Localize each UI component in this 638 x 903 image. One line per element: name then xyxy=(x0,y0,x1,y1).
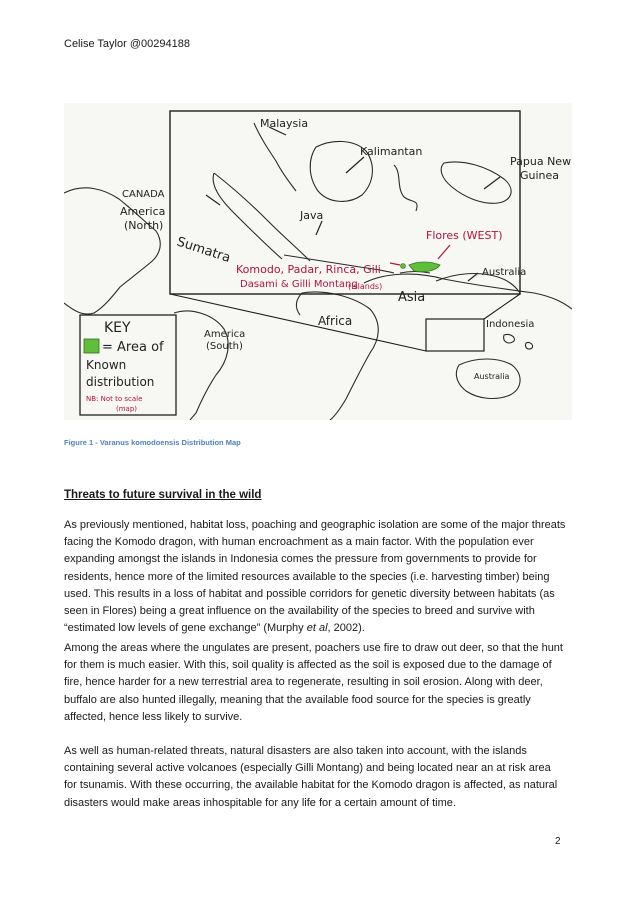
label-asia: Asia xyxy=(398,290,426,305)
label-australia-inset: Australia xyxy=(482,267,527,278)
paragraph-3: As well as human-related threats, natural disasters are also taken into account, with the islands containing several active volcanoes (especially Gilli Montang) and being located near an at risk area for tsunamis. With these occurring, the available habitat for the Komodo dragon is affected, as natural disasters would make areas inhospitable for any life for a certain amount of time. xyxy=(64,745,558,809)
key-line2: Known xyxy=(86,358,127,372)
key-note-line2: (map) xyxy=(116,405,138,413)
page-header-author: Celise Taylor @00294188 xyxy=(64,38,190,50)
key-swatch xyxy=(84,339,99,353)
paragraph-2: Among the areas where the ungulates are present, poachers use fire to draw out deer, so that the hunt for them is much easier. With this, soil quality is affected as the soil is exposed due to the damage of fire, hence harder for a new terrestrial area to regenerate, resulting in soil erosion. Along with deer, buffalo are also hunted illegally, meaning that the available food source for the species is greatly affected, hence less likely to survive. xyxy=(64,642,563,723)
label-australia-world: Australia xyxy=(474,372,510,381)
map-key xyxy=(80,315,176,415)
label-sumatra: Sumatra xyxy=(174,234,233,266)
label-komodo-line2: Dasami & Gilli Montang xyxy=(240,279,358,290)
label-canada: CANADA xyxy=(122,189,165,200)
figure-caption: Figure 1 - Varanus komodoensis Distribution Map xyxy=(64,438,241,447)
paragraph-1-text: As previously mentioned, habitat loss, poaching and geographic isolation are some of the major threats facing the Komodo dragon, with human encroachment as a main factor. With the population ever expanding amongst the islands in Indonesia comes the pressure from governments to provide for residents, hence more of the limited resources available to the species (i.e. harvesting timber) being used. This results in a loss of habitat and possible corridors for genetic diversity between habitats (as seen in Flores) being a great influence on the availability of the species to breed and survive with “estimated low levels of gene exchange” (Murphy xyxy=(64,519,566,635)
label-papua-line2: Guinea xyxy=(520,169,560,182)
label-islands: (Islands) xyxy=(348,282,383,291)
paragraph-1 xyxy=(64,517,566,637)
paragraph-1-end: , 2002). xyxy=(327,622,365,635)
label-africa: Africa xyxy=(318,314,353,328)
label-north-america-line1: America xyxy=(120,205,166,218)
label-north-america-line2: (North) xyxy=(124,219,164,232)
paragraph-1-italic: et al xyxy=(306,622,328,635)
key-line1: = Area of xyxy=(102,340,164,355)
label-java: Java xyxy=(300,209,324,222)
page-number: 2 xyxy=(555,836,561,847)
label-south-america-line2: (South) xyxy=(206,341,243,352)
label-komodo-line1: Komodo, Padar, Rinca, Gili xyxy=(236,263,381,276)
label-indonesia: Indonesia xyxy=(486,319,535,330)
label-south-america-line1: America xyxy=(204,329,246,340)
key-title: KEY xyxy=(104,320,131,336)
section-heading: Threats to future survival in the wild xyxy=(64,489,262,501)
key-note-line1: NB: Not to scale xyxy=(86,395,143,403)
key-line3: distribution xyxy=(86,375,155,389)
distribution-map-drawing xyxy=(64,103,572,420)
label-malaysia: Malaysia xyxy=(260,117,309,130)
label-papua-line1: Papua New xyxy=(510,155,572,168)
distribution-area-komodo xyxy=(401,264,406,269)
label-flores: Flores (WEST) xyxy=(426,229,503,242)
distribution-map-figure xyxy=(64,103,572,420)
label-kalimantan: Kalimantan xyxy=(360,145,423,158)
